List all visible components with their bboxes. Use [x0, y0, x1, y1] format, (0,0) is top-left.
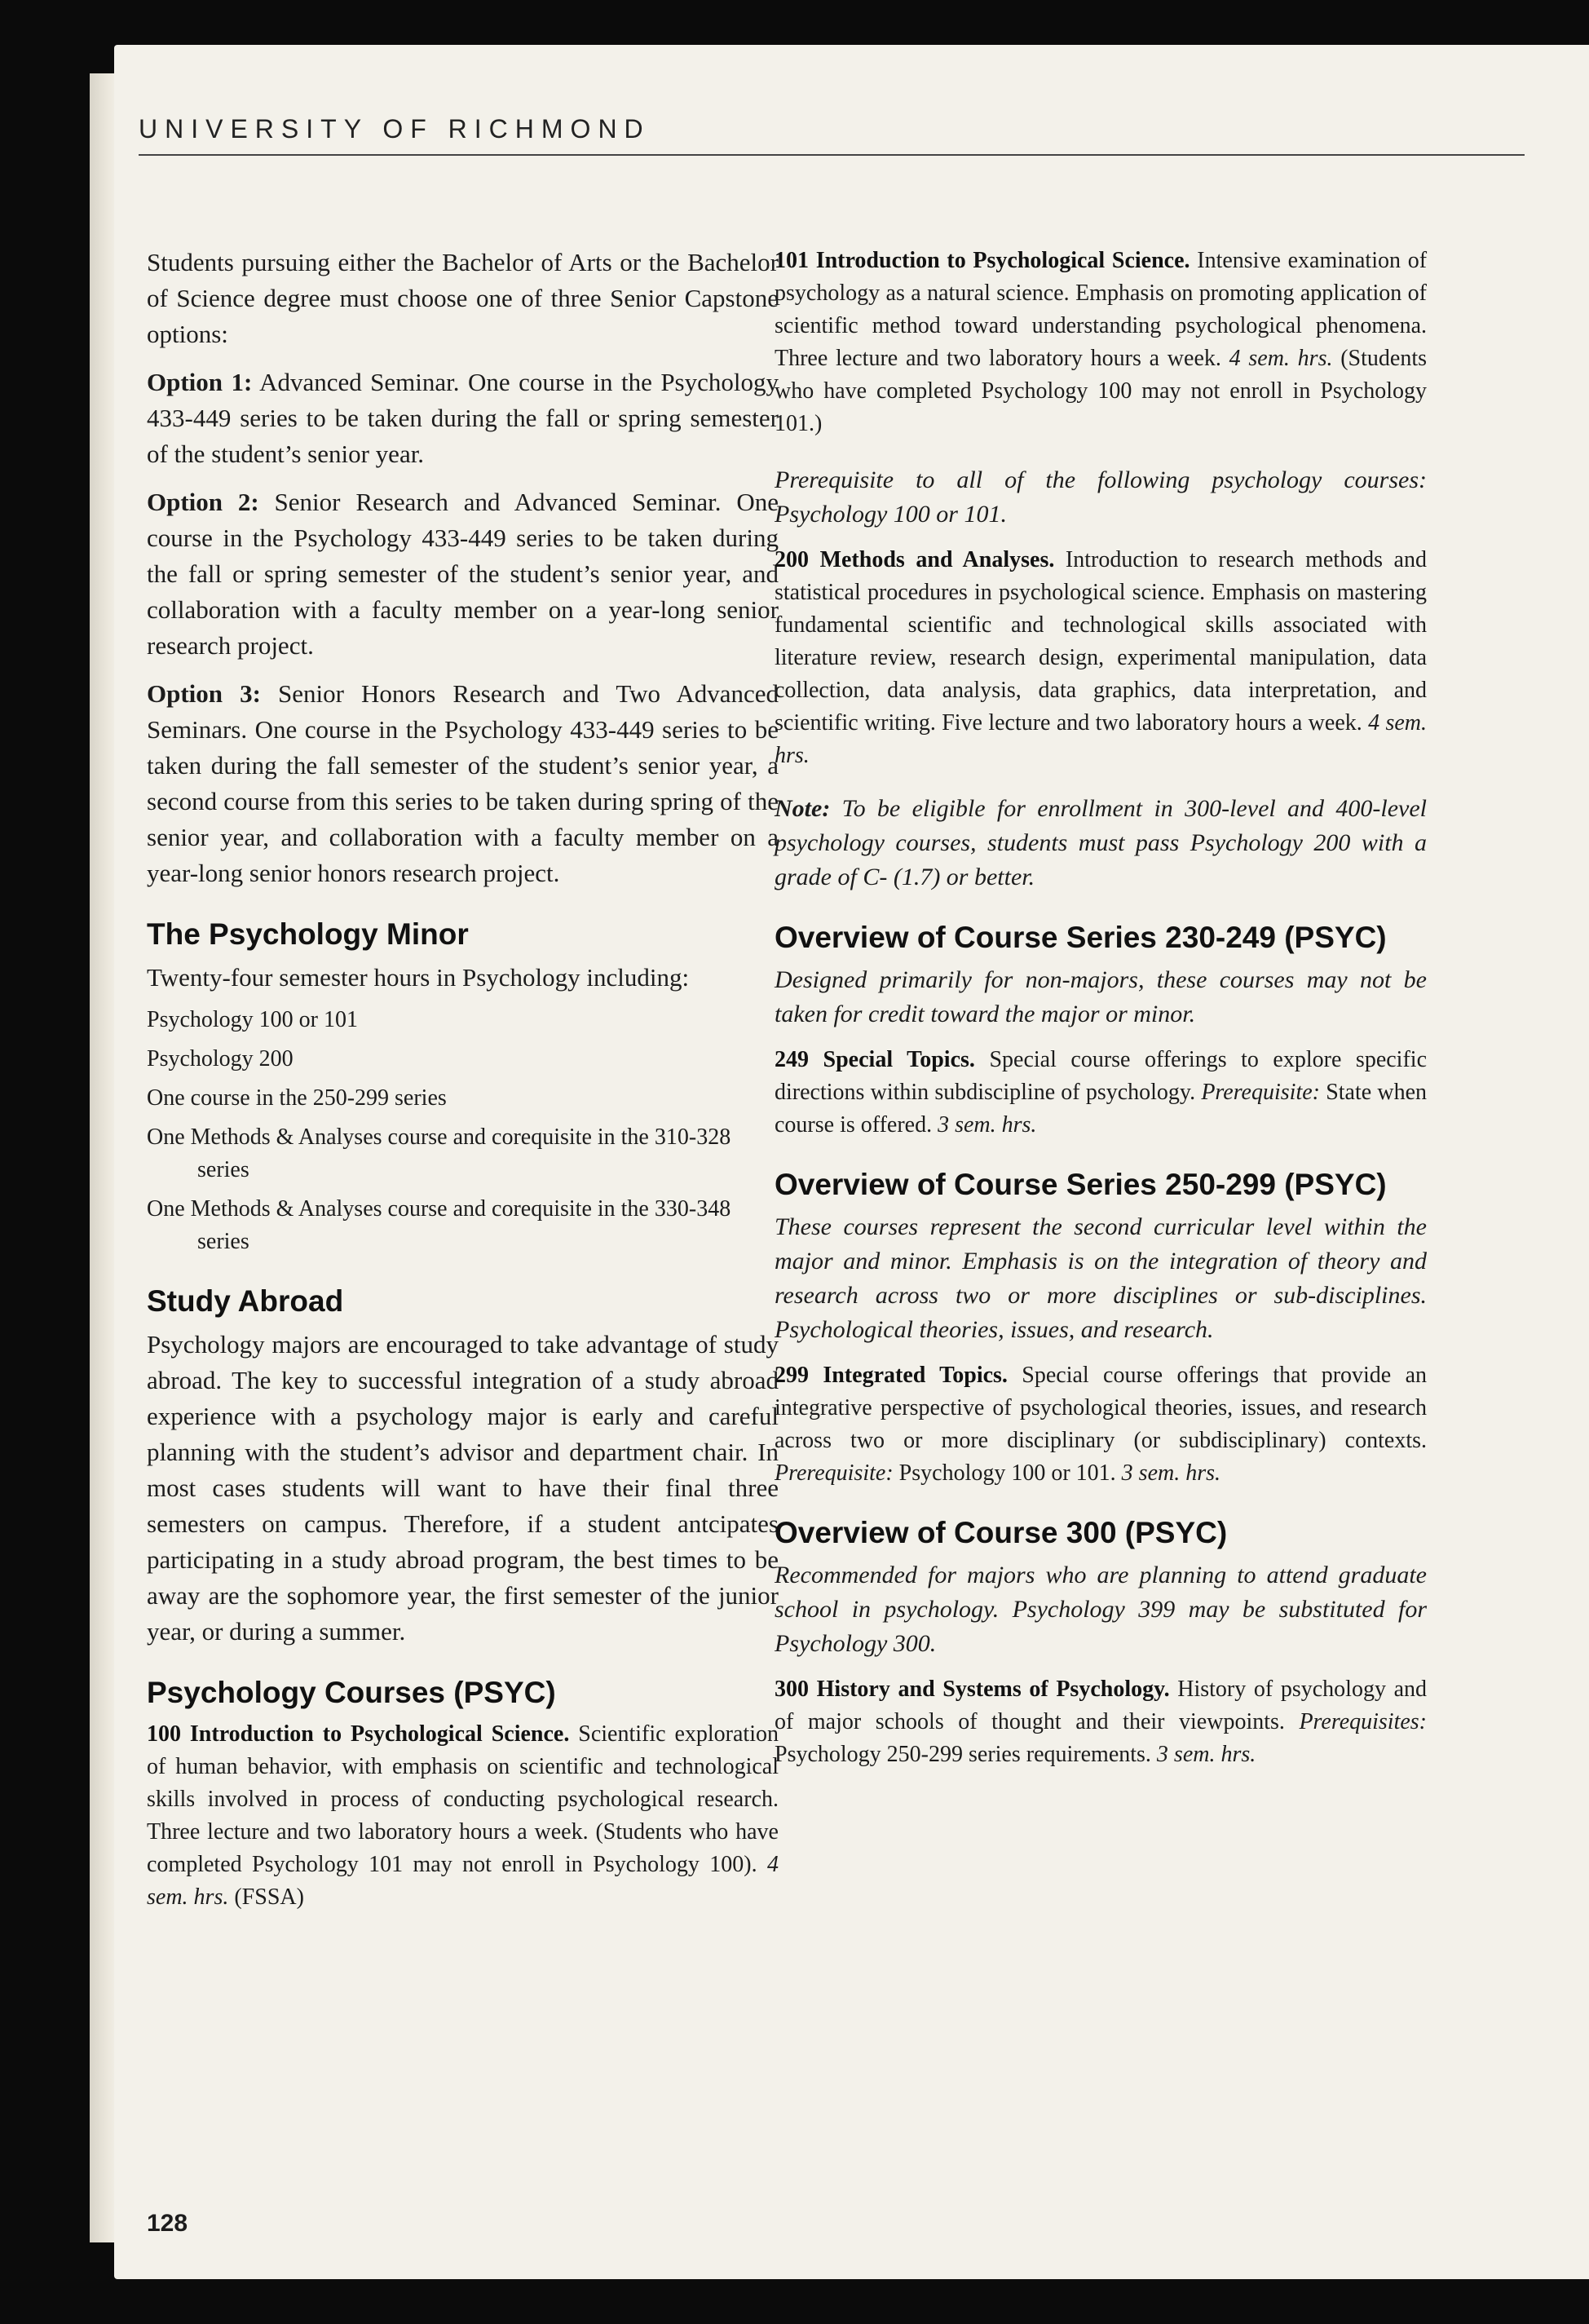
course-300-overview: Recommended for majors who are planning to attend graduate school in psychology. Psychology 399 may be substituted for Psychology 300. [775, 1562, 1427, 1657]
study-abroad-heading: Study Abroad [147, 1284, 344, 1318]
course-101-text: Intensive examination of psychology as a natural science. Emphasis on promoting application of scientific method toward understanding psychological phenomena. Three lecture and two laboratory hours a week. [775, 248, 1428, 371]
series-250-text: These courses represent the second curricular level within the major and minor. Emphasis is on the integration of theory and research across two or more disciplines or sub-disciplines. Psychological theories, issues, and research. [775, 1213, 1427, 1343]
minor-intro: Twenty-four semester hours in Psychology including: [147, 963, 690, 992]
course-100-suffix: (FSSA) [234, 1884, 304, 1910]
course-249-prereq-label: Prerequisite: [1201, 1080, 1320, 1105]
minor-heading: The Psychology Minor [147, 917, 469, 951]
course-299-title: 299 Integrated Topics. [775, 1363, 1008, 1388]
note [775, 792, 1427, 895]
course-249-text: Special course offerings to explore specific directions within subdiscipline of psychology. [775, 1047, 1427, 1105]
option-1-label: Option 1: [147, 368, 253, 396]
course-100 [147, 1718, 779, 1914]
running-header [139, 114, 1525, 156]
course-200-text: Introduction to research methods and statistical procedures in psychological science. Emphasis on mastering fundamental scientific and technological skills associated with literature review, research design, experimental manipulation, data collection, data analysis, data graphics, data interpretation, and scientific writing. Five lecture and two laboratory hours a week. [775, 547, 1427, 736]
page-number: 128 [147, 2210, 188, 2237]
course-100-hours: 4 sem. hrs. [147, 1852, 779, 1910]
option-3-text: Senior Honors Research and Two Advanced Seminars. One course in the Psychology 433-449 series to be taken during the fall semester of the student’s senior year, a second course from this series to be taken during spring of the senior year, and collaboration with a faculty member on a year-long senior honors research project. [147, 679, 779, 887]
course-101 [775, 245, 1427, 440]
course-100-title: 100 Introduction to Psychological Science. [147, 1721, 570, 1747]
course-300-text: History of psychology and of major schools of thought and their viewpoints. [775, 1677, 1428, 1734]
course-249-title: 249 Special Topics. [775, 1047, 975, 1072]
course-300-heading: Overview of Course 300 (PSYC) [775, 1516, 1228, 1549]
prerequisite-all: Prerequisite to all of the following psychology courses: Psychology 100 or 101. [775, 466, 1427, 528]
option-2-label: Option 2: [147, 488, 259, 516]
study-abroad-text: Psychology majors are encouraged to take advantage of study abroad. The key to successful integration of a study abroad experience with a psychology major is early and careful planning with the student’s advisor and department chair. In most cases students will want to have their final three semesters on campus. Therefore, if a student antcipates participating in a study abroad program, the best times to be away are the sophomore year, the first semester of the junior year, or during a summer. [147, 1330, 779, 1646]
option-1 [147, 365, 779, 472]
series-230-text: Designed primarily for non-majors, these courses may not be taken for credit toward the major or minor. [775, 966, 1427, 1027]
course-299-prereq: Psychology 100 or 101. [898, 1460, 1116, 1486]
header-title: UNIVERSITY OF RICHMOND [139, 114, 651, 144]
course-299-prereq-label: Prerequisite: [775, 1460, 894, 1486]
course-299-text: Special course offerings that provide an integrative perspective of psychological theories, issues, and research across two or more disciplinary (or subdisciplinary) contexts. [775, 1363, 1427, 1453]
series-250-heading: Overview of Course Series 250-299 (PSYC) [775, 1168, 1387, 1201]
courses-heading: Psychology Courses (PSYC) [147, 1676, 556, 1709]
right-column [775, 245, 1427, 1783]
option-3 [147, 676, 779, 891]
course-101-title: 101 Introduction to Psychological Science. [775, 248, 1190, 273]
minor-item: One Methods & Analyses course and corequisite in the 330-348 series [147, 1196, 731, 1254]
series-230-heading: Overview of Course Series 230-249 (PSYC) [775, 921, 1387, 954]
minor-item: One Methods & Analyses course and corequisite in the 310-328 series [147, 1124, 731, 1182]
course-300-hours: 3 sem. hrs. [1156, 1742, 1256, 1767]
minor-item: Psychology 200 [147, 1046, 294, 1071]
course-200 [775, 544, 1427, 772]
course-200-hours: 4 sem. hrs. [775, 710, 1427, 768]
note-label: Note: [775, 795, 831, 822]
course-299-hours: 3 sem. hrs. [1121, 1460, 1221, 1486]
option-2-text: Senior Research and Advanced Seminar. One course in the Psychology 433-449 series to be taken during the fall or spring semester of the student’s senior year, and collaboration with a faculty member on a year-long senior research project. [147, 488, 779, 660]
course-299 [775, 1359, 1427, 1490]
course-249-prereq: State when course is offered. [775, 1080, 1428, 1138]
option-1-text: Advanced Seminar. One course in the Psychology 433-449 series to be taken during the fall or spring semester of the student’s senior year. [147, 368, 779, 468]
left-column [147, 245, 779, 1926]
course-300 [775, 1673, 1427, 1771]
minor-item: One course in the 250-299 series [147, 1085, 447, 1111]
option-3-label: Option 3: [147, 679, 261, 708]
option-2 [147, 484, 779, 664]
course-249-hours: 3 sem. hrs. [938, 1112, 1037, 1138]
course-101-suffix: (Students who have completed Psychology 100 may not enroll in Psychology 101.) [775, 346, 1428, 436]
note-text: To be eligible for enrollment in 300-level and 400-level psychology courses, students must pass Psychology 200 with a grade of C- (1.7) or better. [775, 795, 1428, 890]
course-300-title: 300 History and Systems of Psychology. [775, 1677, 1170, 1702]
course-101-hours: 4 sem. hrs. [1229, 346, 1333, 371]
capstone-intro: Students pursuing either the Bachelor of Arts or the Bachelor of Science degree must choose one of three Senior Capstone options: [147, 248, 779, 348]
course-200-title: 200 Methods and Analyses. [775, 547, 1055, 572]
course-300-prereq: Psychology 250-299 series requirements. [775, 1742, 1151, 1767]
minor-item: Psychology 100 or 101 [147, 1007, 358, 1032]
course-300-prereq-label: Prerequisites: [1299, 1709, 1428, 1734]
course-100-text: Scientific exploration of human behavior, with emphasis on scientific and technological skills involved in process of conducting psychological research. Three lecture and two laboratory hours a week. (Students who have completed Psychology 101 may not enroll in Psychology 100). [147, 1721, 779, 1877]
course-249 [775, 1044, 1427, 1142]
